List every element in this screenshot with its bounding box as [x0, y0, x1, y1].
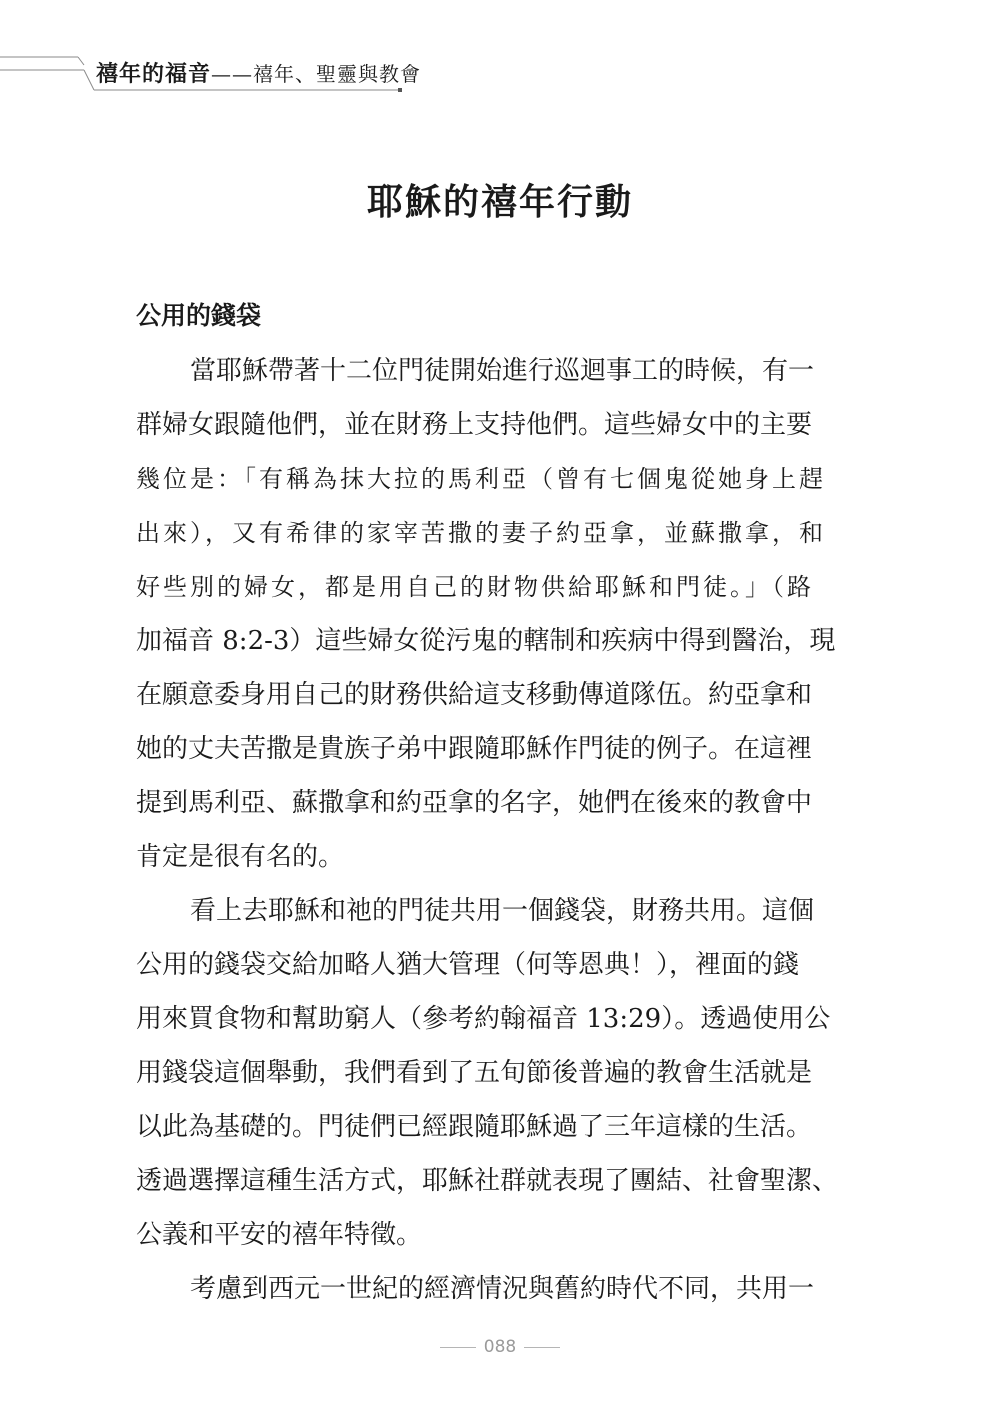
body-line: 肯定是很有名的。 — [136, 842, 345, 872]
running-header — [0, 0, 1000, 100]
body-line: 群婦女跟隨他們，並在財務上支持他們。這些婦女中的主要 — [136, 410, 813, 440]
body-line: 公義和平安的禧年特徵。 — [136, 1220, 423, 1250]
header-separator: —— — [211, 62, 254, 86]
body-line-text: 幾位是：「有稱為抹大拉的馬利亞（曾有七個鬼從她身上趕 — [136, 465, 826, 493]
body-line: 提到馬利亞、蘇撒拿和約亞拿的名字，她們在後來的教會中 — [136, 788, 813, 818]
body-line: 加福音 8:2-3）這些婦女從污鬼的轄制和疾病中得到醫治，現 — [136, 626, 836, 656]
body-line: 用來買食物和幫助窮人（參考約翰福音 13:29）。透過使用公 — [136, 1004, 831, 1034]
section-heading: 公用的錢袋 — [136, 301, 262, 330]
header-subtitle: 禧年、聖靈與教會 — [253, 62, 422, 86]
body-line — [136, 452, 826, 506]
body-line: 透過選擇這種生活方式，耶穌社群就表現了團結、社會聖潔、 — [136, 1166, 839, 1196]
body-line: 公用的錢袋交給加略人猶大管理（何等恩典！），裡面的錢 — [136, 950, 800, 980]
page-number-dash-right — [524, 1347, 560, 1348]
page-number-value: 088 — [483, 1337, 517, 1357]
body-line: 當耶穌帶著十二位門徒開始進行巡迴事工的時候，有一 — [190, 356, 815, 386]
body-line: 在願意委身用自己的財務供給這支移動傳道隊伍。約亞拿和 — [136, 680, 813, 710]
body-line: 看上去耶穌和祂的門徒共用一個錢袋，財務共用。這個 — [190, 896, 815, 926]
chapter-title: 耶穌的禧年行動 — [366, 181, 633, 223]
body-line: 考慮到西元一世紀的經濟情況與舊約時代不同，共用一 — [190, 1274, 815, 1304]
body-line — [136, 506, 826, 560]
body-line-text: 出來），又有希律的家宰苦撒的妻子約亞拿，並蘇撒拿，和 — [136, 519, 826, 547]
header-title — [96, 60, 421, 88]
body-line — [136, 560, 814, 614]
header-book-title: 禧年的福音 — [96, 61, 212, 87]
page-number-dash-left — [440, 1347, 476, 1348]
body-line-text: 好些別的婦女，都是用自己的財物供給耶穌和門徒。」（路 — [136, 573, 814, 601]
body-line: 她的丈夫苦撒是貴族子弟中跟隨耶穌作門徒的例子。在這裡 — [136, 734, 813, 764]
body-line: 以此為基礎的。門徒們已經跟隨耶穌過了三年這樣的生活。 — [136, 1112, 813, 1142]
body-line: 用錢袋這個舉動，我們看到了五旬節後普遍的教會生活就是 — [136, 1058, 813, 1088]
page-number — [0, 1332, 1000, 1362]
